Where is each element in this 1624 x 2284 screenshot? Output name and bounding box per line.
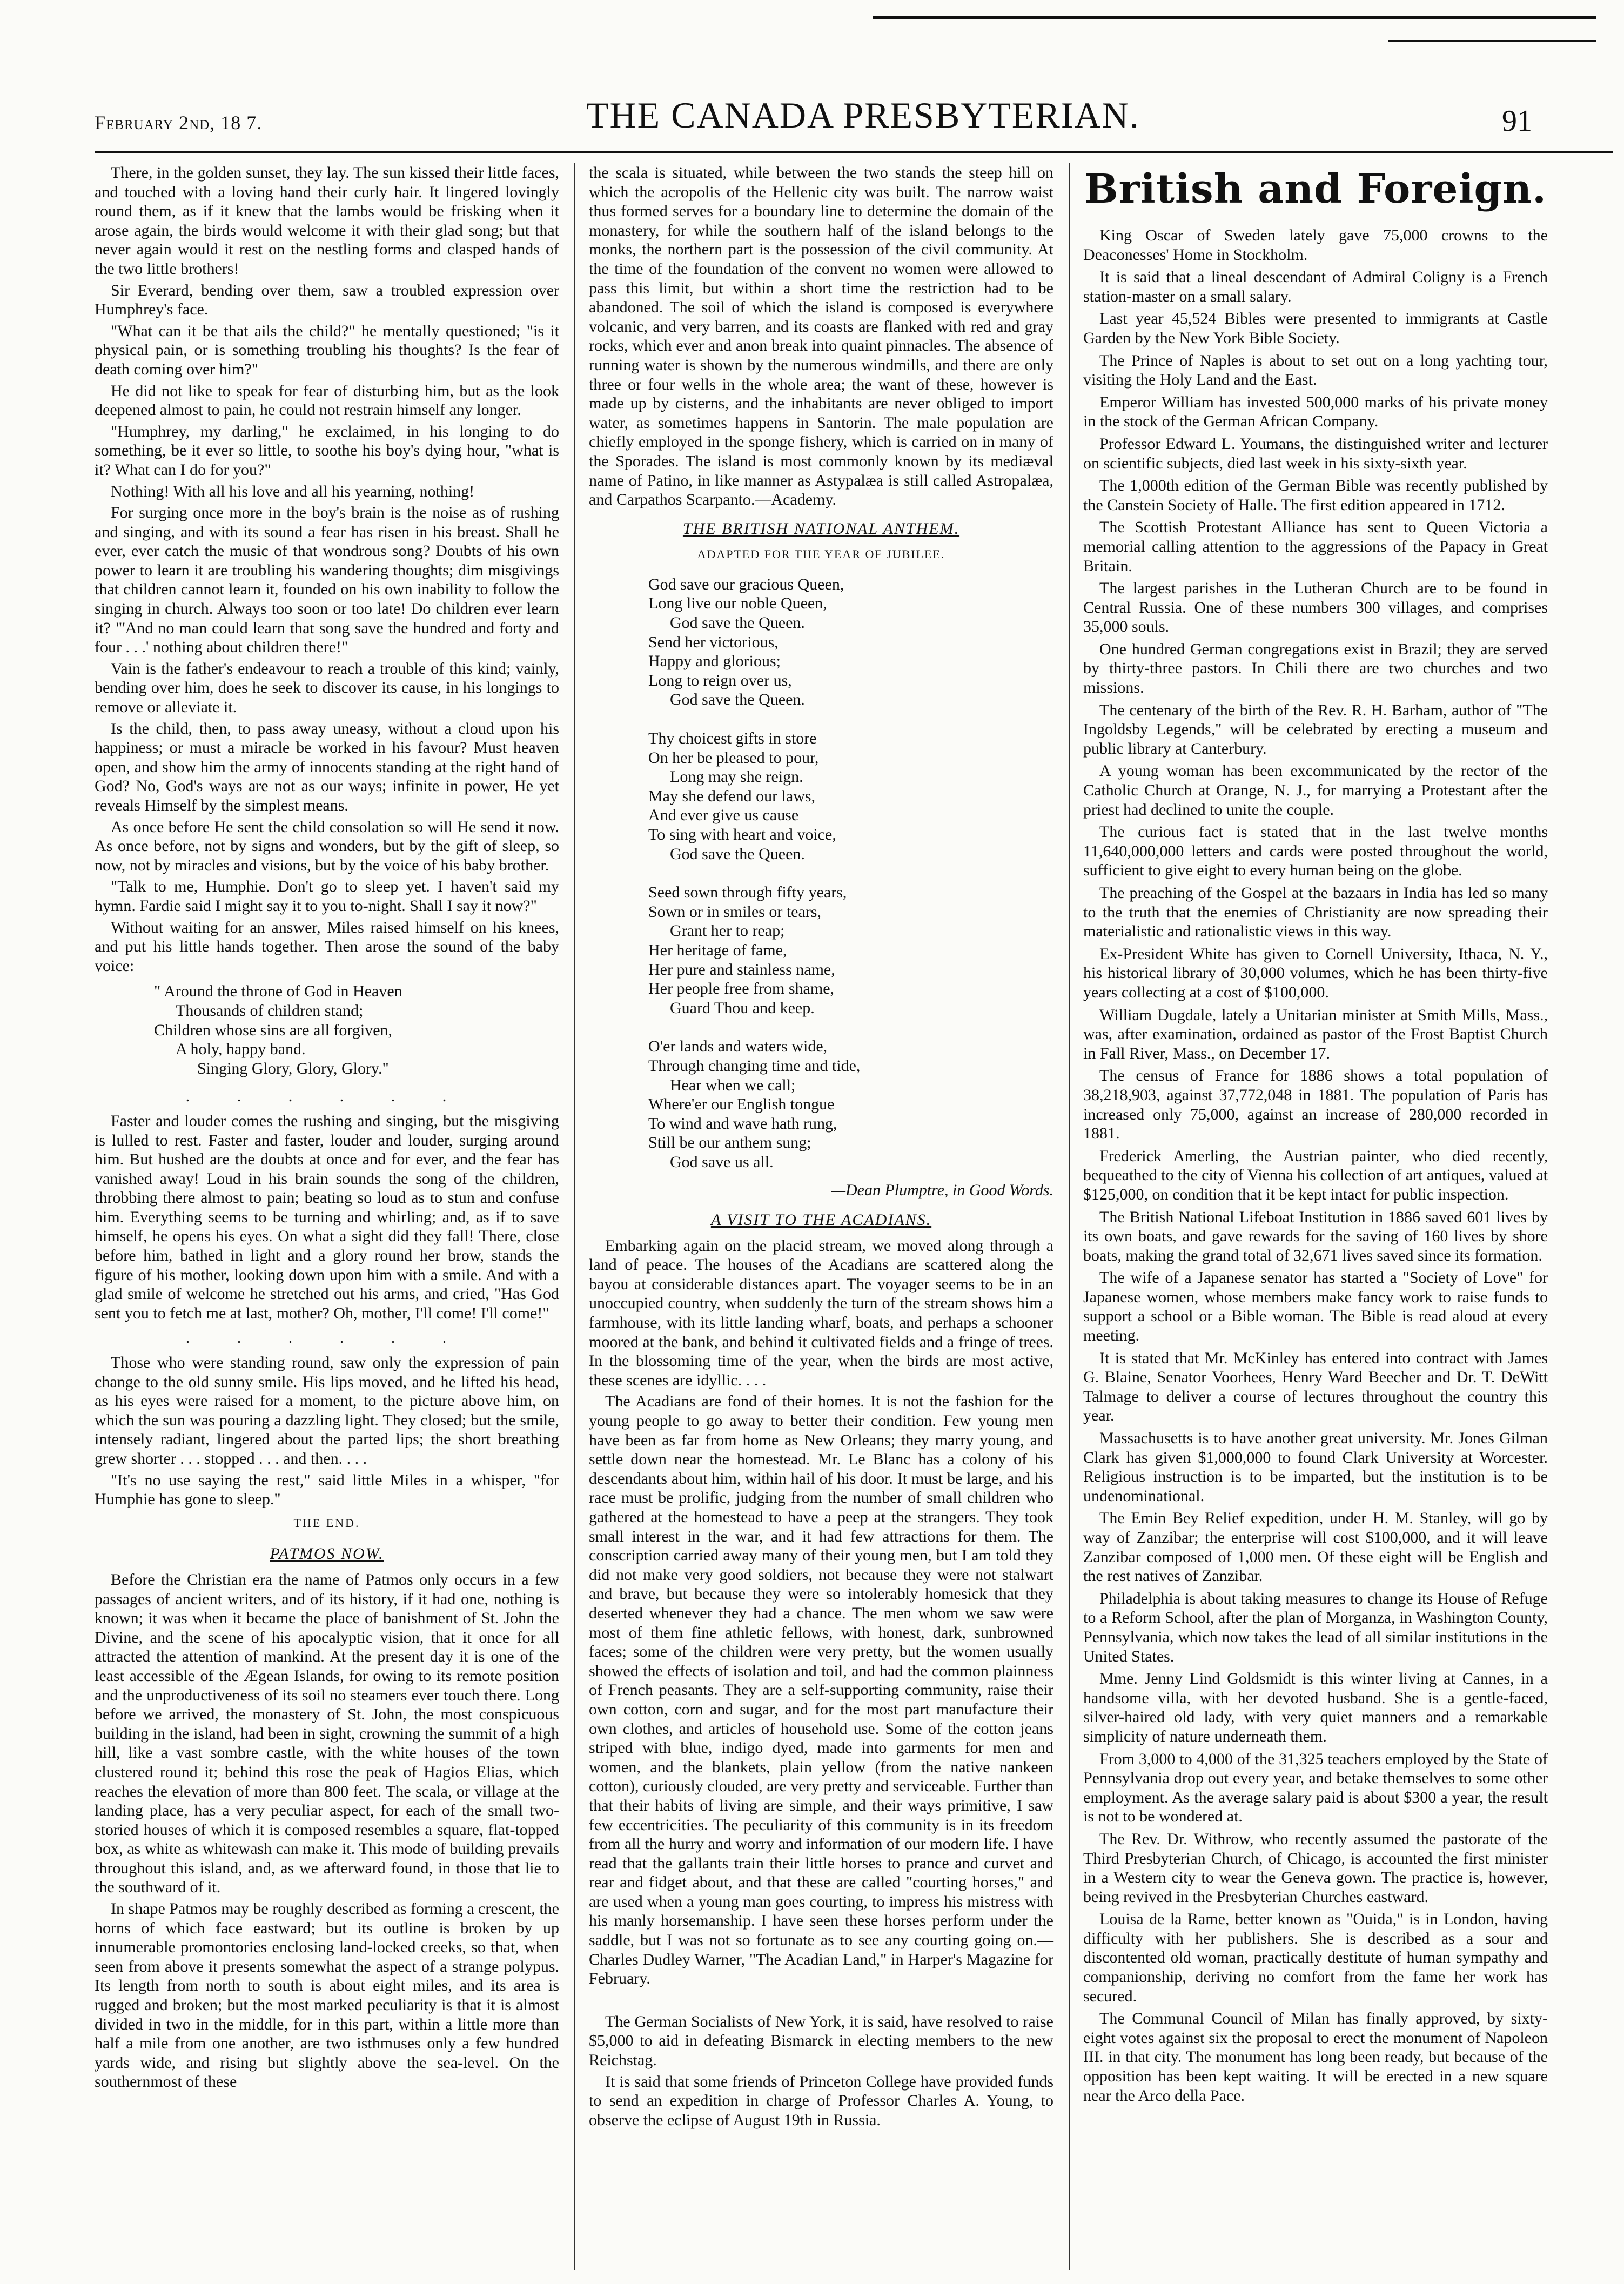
anthem-line: Her pure and stainless name,: [648, 960, 835, 979]
news-item: Philadelphia is about taking measures to change its House of Refuge to a Reform School, after the plan of Morganza, in Washington County, Pennsylvania, which now takes the lead of all similar institutions in the United States.: [1083, 1589, 1548, 1665]
anthem-line: Long to reign over us,: [648, 671, 792, 689]
news-note: It is said that some friends of Princeton College have provided funds to send an expedition in charge of Professor Charles A. Young, to observe the eclipse of August 19th in Russia.: [589, 2072, 1053, 2129]
column-3: [1083, 163, 1548, 2108]
anthem-line: Seed sown through fifty years,: [648, 883, 847, 902]
patmos-heading: PATMOS NOW.: [270, 1545, 384, 1563]
article-paragraph: the scala is situated, while between the two stands the steep hill on which the acropolis of the Hellenic city was built. The narrow waist thus formed serves for a boundary line to determine the domain of the monastery, for while the southern half of the island belongs to the monks, the northern part is the possession of the civil community. At the time of the foundation of the convent no women were allowed to pass this limit, but within a short time the restriction had to be abandoned. The soil of which the island is composed is everywhere volcanic, and very barren, and its coasts are flanked with red and gray rocks, which ever and anon break into quaint pinnacles. The absence of running water is shown by the numerous windmills, and there are only three or four wells in the whole area; the want of these, however is made up by cisterns, and the inhabitants are never obliged to import water, as sometimes happens in Santorin. The male population are chiefly employed in the sponge fishery, which is carried on in many of the Sporades. The island is most commonly known by its mediæval name of Patino, in like manner as Astypalæa is still called Astropalæa, and Carpathos Scarpanto.—Academy.: [589, 164, 1053, 509]
news-item: The largest parishes in the Lutheran Church are to be found in Central Russia. One of these numbers 300 villages, and comprises 35,000 souls.: [1083, 579, 1548, 636]
hymn-line: Children whose sins are all forgiven,: [154, 1021, 393, 1039]
british-and-foreign-heading: British and Foreign.: [1084, 166, 1547, 212]
anthem-line: Happy and glorious;: [648, 652, 781, 671]
anthem-line: Through changing time and tide,: [648, 1056, 861, 1075]
news-item: The curious fact is stated that in the last twelve months 11,640,000,000 letters and cards were posted throughout the world, sufficient to give eight to every human being on the globe.: [1083, 823, 1548, 880]
anthem-line: God save us all.: [670, 1153, 774, 1171]
news-item: The Emin Bey Relief expedition, under H. M. Stanley, will go by way of Zanzibar; the enterprise will cost $100,000, and it will leave Zanzibar composed of 1,000 men. Of these eight will be English and the rest natives of Zanzibar.: [1083, 1509, 1548, 1585]
story-paragraph: Without waiting for an answer, Miles raised himself on his knees, and put his little hands together. Then arose the sound of the baby voice:: [95, 918, 559, 975]
hymn-verse: [154, 982, 559, 1078]
story-paragraph: Those who were standing round, saw only the expression of pain change to the old sunny smile. His lips moved, and he lifted his head, as his eyes were raised for a moment, to the picture above him, on which the sun was pouring a dazzling light. They closed; but the smile, intensely radiant, lingered about the parted lips; the short breathing grew shorter . . . stopped . . . and then. . . .: [95, 1354, 559, 1468]
anthem-line: God save the Queen.: [670, 845, 805, 863]
story-paragraph: Vain is the father's endeavour to reach a trouble of this kind; vainly, bending over him, does he seek to discover its cause, in his longings to remove or alleviate it.: [95, 659, 559, 716]
news-item: King Oscar of Sweden lately gave 75,000 crowns to the Deaconesses' Home in Stockholm.: [1083, 226, 1548, 264]
news-item: The British National Lifeboat Institution in 1886 saved 601 lives by its own boats, and gave rewards for the saving of 160 lives by shore boats, making the grand total of 32,671 lives saved since its formation.: [1083, 1208, 1548, 1264]
hymn-line: Thousands of children stand;: [176, 1001, 364, 1020]
column-divider: [574, 163, 575, 2270]
news-item: The Rev. Dr. Withrow, who recently assumed the pastorate of the Third Presbyterian Church, of Chicago, is accounted the first minister in a Western city to wear the Geneva gown. The practice is, however, being revived in the Presbyterian Churches eastward.: [1083, 1830, 1548, 1906]
anthem-line: Long live our noble Queen,: [648, 594, 827, 613]
news-item: From 3,000 to 4,000 of the 31,325 teachers employed by the State of Pennsylvania drop out every year, and betake themselves to some other employment. As the average salary paid is about $300 a year, the result is not to be wondered at.: [1083, 1750, 1548, 1826]
news-item: Emperor William has invested 500,000 marks of his private money in the stock of the German African Company.: [1083, 393, 1548, 431]
story-paragraph: He did not like to speak for fear of disturbing him, but as the look deepened almost to pain, he could not restrain himself any longer.: [95, 381, 559, 419]
news-item: Last year 45,524 Bibles were presented to immigrants at Castle Garden by the New York Bible Society.: [1083, 310, 1548, 347]
story-paragraph: Faster and louder comes the rushing and singing, but the misgiving is lulled to rest. Faster and faster, louder and louder, surging around him. But hushed are the doubts at once and for ever, and the fear has vanished away! Loud in his brain sounds the song of the children, throbbing there almost to pain; beating so loud as to stun and confuse him. Everything seems to be turning and whirling; and, as if to save himself, he opens his eyes. On what a sight did they fall! There, close before him, bathed in light and a glory round her brow, stands the figure of his mother, looking down upon him with a smile. And with a glad smile of welcome he stretched out his arms, and cried, "Has God sent you to fetch me at last, mother? Oh, mother, I'll come! I'll come!": [95, 1111, 559, 1322]
news-item: The census of France for 1886 shows a total population of 38,218,903, against 37,772,048 in 1881. The population of Paris has increased only 75,000, against an increase of 280,000 recorded in 1881.: [1083, 1067, 1548, 1143]
news-item: Ex-President White has given to Cornell University, Ithaca, N. Y., his historical library of 30,000 volumes, which he has been thirty-five years collecting at a cost of $100,000.: [1083, 945, 1548, 1001]
news-note: The German Socialists of New York, it is said, have resolved to raise $5,000 to aid in defeating Bismarck in electing members to the new Reichstag.: [589, 2012, 1053, 2069]
anthem-line: Long may she reign.: [670, 768, 803, 786]
anthem-line: God save the Queen.: [670, 614, 805, 632]
ellipsis-divider: . . . . . .: [185, 1087, 468, 1106]
anthem-line: Thy choicest gifts in store: [648, 729, 817, 748]
story-paragraph: Is the child, then, to pass away uneasy, without a cloud upon his happiness; or must a miracle be worked in his favour? Must heaven open, and show him the army of innocents standing at the right hand of God? No, God's ways are not as our ways; infinite in power, He yet reveals Himself by the simplest means.: [95, 719, 559, 814]
news-item: The preaching of the Gospel at the bazaars in India has led so many to the truth that the enemies of Christianity are now spreading their materialistic and rationalistic views in this way.: [1083, 884, 1548, 941]
news-item: The Prince of Naples is about to set out on a long yachting tour, visiting the Holy Land and the East.: [1083, 351, 1548, 389]
column-divider: [1069, 163, 1070, 2270]
story-paragraph: "Humphrey, my darling," he exclaimed, in his longing to do something, be it ever so little, to soothe his boy's dying hour, "what is it? What can I do for you?": [95, 422, 559, 479]
anthem-line: O'er lands and waters wide,: [648, 1037, 828, 1056]
anthem-line: Sown or in smiles or tears,: [648, 902, 821, 921]
article-paragraph: The Acadians are fond of their homes. It is not the fashion for the young people to go away to better their condition. Few young men have been as far from home as New Orleans; they marry young, and settle down near the homestead. Mr. Le Blanc has a colony of his descendants about him, within hail of his door. It must be large, and his race must be prolific, judging from the number of small children who gathered at the homestead to have a peep at the strangers. They took small interest in the war, and it had few attractions for them. The conscription carried away many of their young men, but I am told they did not make very good soldiers, not because they were not stalwart and brave, but because they were so intolerably homesick that they deserted whenever they had a chance. The men whom we saw were most of them fine athletic fellows, with honest, dark, sunbrowned faces; some of the children were very pretty, but the women usually showed the effects of isolation and toil, and had the common plainness of French peasants. They are a self-supporting community, raise their own cotton, corn and sugar, and for the most part manufacture their own clothes, and articles of household use. Some of the cotton jeans striped with blue, indigo dyed, made into garments for men and women, and the blankets, plain yellow (from the native nankeen cotton), curiously clouded, are very pretty and serviceable. Further than that their habits of living are simple, and their ways primitive, I saw few eccentricities. The peculiarity of this community is in its freedom from all the hurry and worry and information of our modern life. I have read that the gallants train their little horses to prance and curvet and rear and fidget about, and that these are called "courting horses," and are used when a young man goes courting, to impress his mistress with his manly horsemanship. I have seen these horses perform under the saddle, but I was not so fortunate as to see any courting going on.—Charles Dudley Warner, "The Acadian Land," in Harper's Magazine for February.: [589, 1392, 1053, 1988]
anthem-line: Still be our anthem sung;: [648, 1134, 811, 1152]
story-paragraph: Sir Everard, bending over them, saw a troubled expression over Humphrey's face.: [95, 281, 559, 319]
anthem-subheading: ADAPTED FOR THE YEAR OF JUBILEE.: [697, 547, 945, 561]
article-paragraph: Embarking again on the placid stream, we moved along through a land of peace. The houses of the Acadians are scattered along the bayou at considerable distances apart. The voyager seems to be in an unoccupied country, when suddenly the turn of the stream shows him a farmhouse, with its little landing wharf, boats, and perhaps a schooner moored at the bank, and behind it cultivated fields and a fringe of trees. In the blossoming time of the year, when the birds are most active, these scenes are idyllic. . . .: [589, 1236, 1053, 1389]
anthem-line: Guard Thou and keep.: [670, 999, 815, 1017]
news-item: Mme. Jenny Lind Goldsmidt is this winter living at Cannes, in a handsome villa, with her devoted husband. She is a gentle-faced, silver-haired old lady, with very quiet manners and a remarkable simplicity of nature underneath them.: [1083, 1670, 1548, 1745]
anthem-line: Her people free from shame,: [648, 980, 835, 998]
hymn-line: " Around the throne of God in Heaven: [154, 982, 402, 1001]
anthem-line: God save the Queen.: [670, 691, 805, 709]
news-item: A young woman has been excommunicated by the rector of the Catholic Church at Orange, N. J., for marrying a Protestant after the priest had declined to unite the couple.: [1083, 762, 1548, 819]
news-item: The wife of a Japanese senator has started a "Society of Love" for Japanese women, whose members make fancy work to raise funds to support a school or a Bible woman. The Bible is read aloud at every meeting.: [1083, 1269, 1548, 1345]
hymn-line: A holy, happy band.: [176, 1040, 306, 1059]
anthem-line: To sing with heart and voice,: [648, 826, 836, 843]
story-paragraph: "It's no use saying the rest," said little Miles in a whisper, "for Humphie has gone to sleep.": [95, 1471, 559, 1509]
page-header: [95, 92, 1613, 151]
anthem-line: And ever give us cause: [648, 806, 799, 825]
article-paragraph: In shape Patmos may be roughly described as forming a crescent, the horns of which face eastward; but its outline is broken by up innumerable promontories enclosing land-locked creeks, so that, when seen from above it presents somewhat the aspect of a strange polypus. Its length from north to south is about eight miles, and its area is rugged and broken; but the most marked peculiarity is that it is almost divided in two in the middle, for in this part, within a little more than half a mile from one another, are two isthmuses only a few hundred yards wide, and rising but slightly above the sea-level. On the southernmost of these: [95, 1900, 559, 2091]
news-item: One hundred German congregations exist in Brazil; they are served by thirty-three pastors. In Chili there are two churches and two missions.: [1083, 640, 1548, 697]
news-item: The 1,000th edition of the German Bible was recently published by the Canstein Society of Halle. The first edition appeared in 1712.: [1083, 477, 1548, 514]
news-item: William Dugdale, lately a Unitarian minister at Smith Mills, Mass., was, after examination, ordained as pastor of the Frost Baptist Church in Fall River, Mass., on December 17.: [1083, 1006, 1548, 1062]
anthem-line: To wind and wave hath rung,: [648, 1114, 837, 1133]
hymn-line: Singing Glory, Glory, Glory.": [197, 1059, 389, 1077]
anthem-heading: THE BRITISH NATIONAL ANTHEM.: [682, 519, 960, 538]
news-item: Frederick Amerling, the Austrian painter, who died recently, bequeathed to the city of Vienna his collection of art antiques, valued at $125,000, on condition that it be kept intact for public inspection.: [1083, 1147, 1548, 1203]
anthem-line: Grant her to reap;: [670, 922, 785, 940]
column-1: [95, 163, 559, 2094]
story-paragraph: Nothing! With all his love and all his yearning, nothing!: [111, 482, 475, 500]
news-item: Louisa de la Rame, better known as "Ouida," is in London, having difficulty with her publishers. She is described as a sour and discontented old woman, practically destitute of human sympathy and companionship, deriving no comfort from the fame her work has secured.: [1083, 1910, 1548, 2005]
newspaper-page: [95, 16, 1607, 2280]
issue-date: February 2nd, 18 7.: [95, 112, 263, 133]
column-2: [589, 163, 1053, 2132]
top-rule: [873, 16, 1596, 19]
page-number: 91: [1502, 104, 1532, 138]
news-item: The Scottish Protestant Alliance has sent to Queen Victoria a memorial calling attention to the aggressions of the Papacy in Great Britain.: [1083, 518, 1548, 575]
news-item: Professor Edward L. Youmans, the distinguished writer and lecturer on scientific subjects, died last week in his sixty-sixth year.: [1083, 434, 1548, 472]
masthead-title: THE CANADA PRESBYTERIAN.: [586, 95, 1140, 136]
anthem-verses: [648, 575, 1053, 1172]
story-paragraph: For surging once more in the boy's brain is the noise as of rushing and singing, and with its sound a fear has risen in his breast. Shall he ever, ever catch the music of that wondrous song? Doubts of his own power to learn it are troubling his wandering thoughts; dim misgivings that children cannot learn it, founded on his own inability to follow the singing in church. Always too soon or too late! Do children ever learn it? "'And no man could learn that song save the hundred and forty and four . . .' nothing about children there!": [95, 504, 559, 657]
article-paragraph: Before the Christian era the name of Patmos only occurs in a few passages of ancient writers, and of its history, if it had one, nothing is known; it was when it became the place of banishment of St. John the Divine, and the scene of his apocalyptic vision, that it once for all attracted the attention of mankind. At the present day it is one of the least accessible of the Ægean Islands, for owing to its remote position and the unproductiveness of its soil no steamers ever touch there. Long before we arrived, the monastery of St. John, the most conspicuous building in the island, had been in sight, crowning the summit of a high hill, like a vast sombre castle, with the white houses of the town clustered round it; behind this rose the peak of Hagios Elias, which reaches the elevation of more than 800 feet. The scala, or village at the landing place, has a very peculiar aspect, for each of the small two-storied houses of which it is composed resembles a square, flat-topped box, as white as whitewash can make it. This mode of building prevails throughout this island, and, as we afterward found, in those that lie to the southward of it.: [95, 1570, 559, 1897]
anthem-attribution: —Dean Plumptre, in Good Words.: [831, 1181, 1053, 1199]
ellipsis-divider: . . . . . .: [185, 1329, 468, 1347]
top-rule-short: [1388, 40, 1596, 42]
header-rule: [95, 151, 1613, 153]
story-paragraph: "What can it be that ails the child?" he mentally questioned; "is it physical pain, or is something troubling his thoughts? Is the fear of death coming over him?": [95, 321, 559, 378]
story-paragraph: As once before He sent the child consolation so will He send it now. As once before, not by signs and wonders, but by the gift of sleep, so now, not by miracles and visions, but by the voice of his baby brother.: [95, 818, 559, 874]
anthem-line: God save our gracious Queen,: [648, 575, 844, 593]
the-end-label: THE END.: [293, 1516, 360, 1530]
anthem-line: May she defend our laws,: [648, 787, 816, 805]
anthem-line: Her heritage of fame,: [648, 941, 787, 959]
story-paragraph: There, in the golden sunset, they lay. The sun kissed their little faces, and touched with a loving hand their curly hair. It lingered lovingly round them, as if it knew that the lambs would be frisking when it arose again, the birds would welcome it with their glad song; but that never again would it rest on the nestling forms and clasped hands of the two little brothers!: [95, 164, 559, 278]
anthem-line: Hear when we call;: [670, 1076, 796, 1094]
acadians-heading: A VISIT TO THE ACADIANS.: [710, 1211, 932, 1229]
news-item: The centenary of the birth of the Rev. R. H. Barham, author of "The Ingoldsby Legends," will be celebrated by erecting a museum and public library at Canterbury.: [1083, 701, 1548, 758]
news-item: It is stated that Mr. McKinley has entered into contract with James G. Blaine, Senator Voorhees, Henry Ward Beecher and Dr. T. DeWitt Talmage to deliver a course of lectures throughout the country this year.: [1083, 1349, 1548, 1425]
anthem-line: On her be pleased to pour,: [648, 748, 819, 767]
story-paragraph: "Talk to me, Humphie. Don't go to sleep yet. I haven't said my hymn. Fardie said I might say it to you to-night. Shall I say it now?": [95, 878, 559, 915]
news-item: The Communal Council of Milan has finally approved, by sixty-eight votes against six the proposal to erect the monument of Napoleon III. in that city. The monument has long been ready, but because of the opposition has been kept waiting. It will be erected in a new square near the Arco della Pace.: [1083, 2010, 1548, 2105]
anthem-line: Send her victorious,: [648, 633, 779, 651]
news-item: Massachusetts is to have another great university. Mr. Jones Gilman Clark has given $1,000,000 to found Clark University at Worcester. Religious instruction is to be imparted, but the institution is to be undenominational.: [1083, 1429, 1548, 1505]
news-item: It is said that a lineal descendant of Admiral Coligny is a French station-master on a small salary.: [1083, 268, 1548, 305]
anthem-line: Where'er our English tongue: [648, 1095, 835, 1114]
